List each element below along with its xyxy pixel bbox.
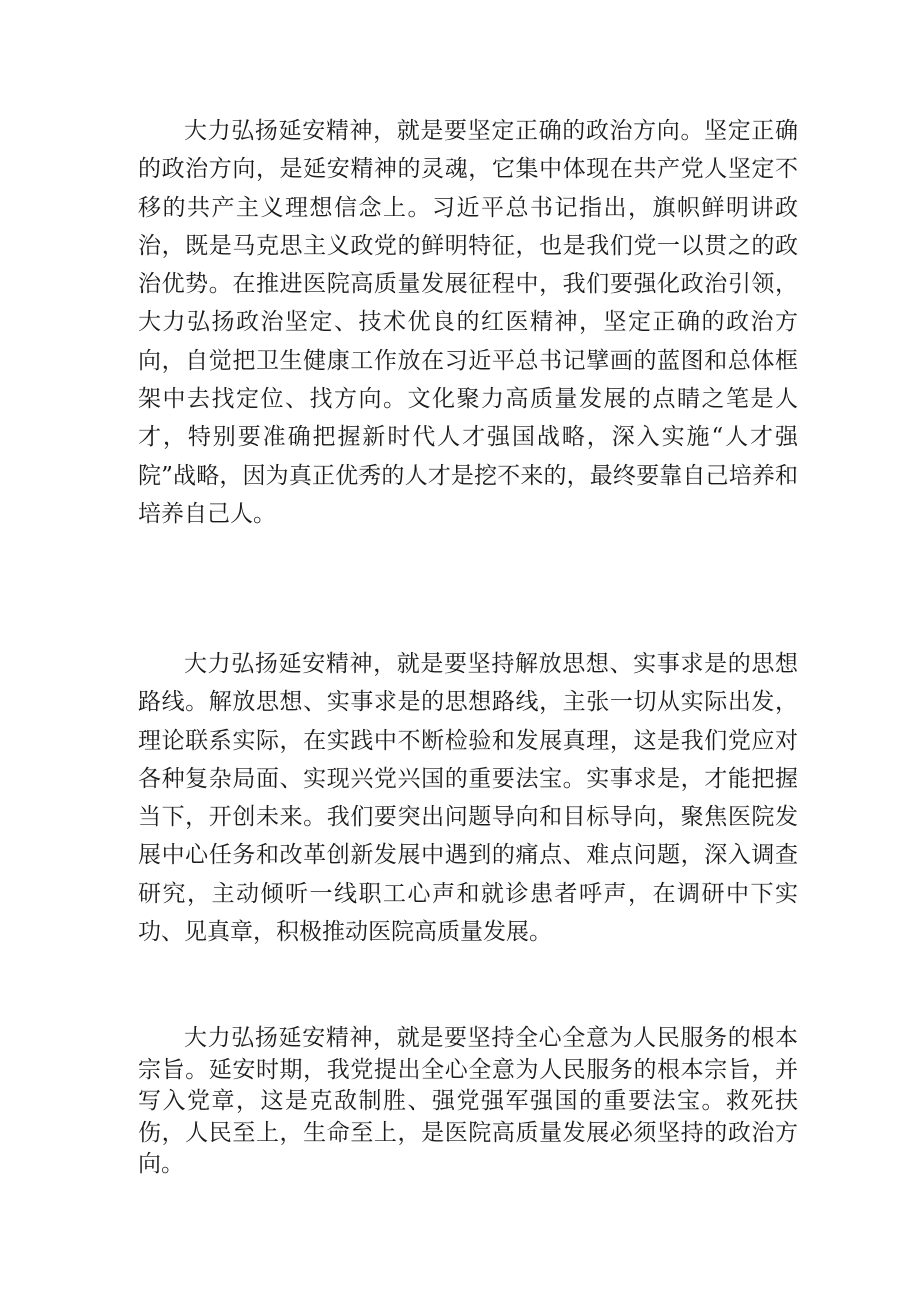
paragraph-political-direction: 大力弘扬延安精神，就是要坚定正确的政治方向。坚定正确的政治方向，是延安精神的灵魂，它集中体现在共产党人坚定不移的共产主义理想信念上。习近平总书记指出，旗帜鲜明讲政治，既是马克思主义政党的鲜明特征，也是我们党一以贯之的政治优势。在推进医院高质量发展征程中，我们要强化政治引领，大力弘扬政治坚定、技术优良的红医精神，坚定正确的政治方向，自觉把卫生健康工作放在习近平总书记擘画的蓝图和总体框架中去找定位、找方向。文化聚力高质量发展的点睛之笔是人才，特别要准确把握新时代人才强国战略，深入实施“人才强院”战略，因为真正优秀的人才是挖不来的，最终要靠自己培养和培养自己人。 xyxy=(138,118,798,527)
paragraph-ideological-line: 大力弘扬延安精神，就是要坚持解放思想、实事求是的思想路线。解放思想、实事求是的思想路线，主张一切从实际出发，理论联系实际，在实践中不断检验和发展真理，这是我们党应对各种复杂局面、实现兴党兴国的重要法宝。实事求是，才能把握当下，开创未来。我们要突出问题导向和目标导向，聚焦医院发展中心任务和改革创新发展中遇到的痛点、难点问题，深入调查研究，主动倾听一线职工心声和就诊患者呼声，在调研中下实功、见真章，积极推动医院高质量发展。 xyxy=(138,651,798,946)
paragraph-serve-the-people: 大力弘扬延安精神，就是要坚持全心全意为人民服务的根本宗旨。延安时期，我党提出全心全意为人民服务的根本宗旨，并写入党章，这是克敌制胜、强党强军强国的重要法宝。救死扶伤，人民至上，生命至上，是医院高质量发展必须坚持的政治方向。 xyxy=(138,1025,798,1177)
